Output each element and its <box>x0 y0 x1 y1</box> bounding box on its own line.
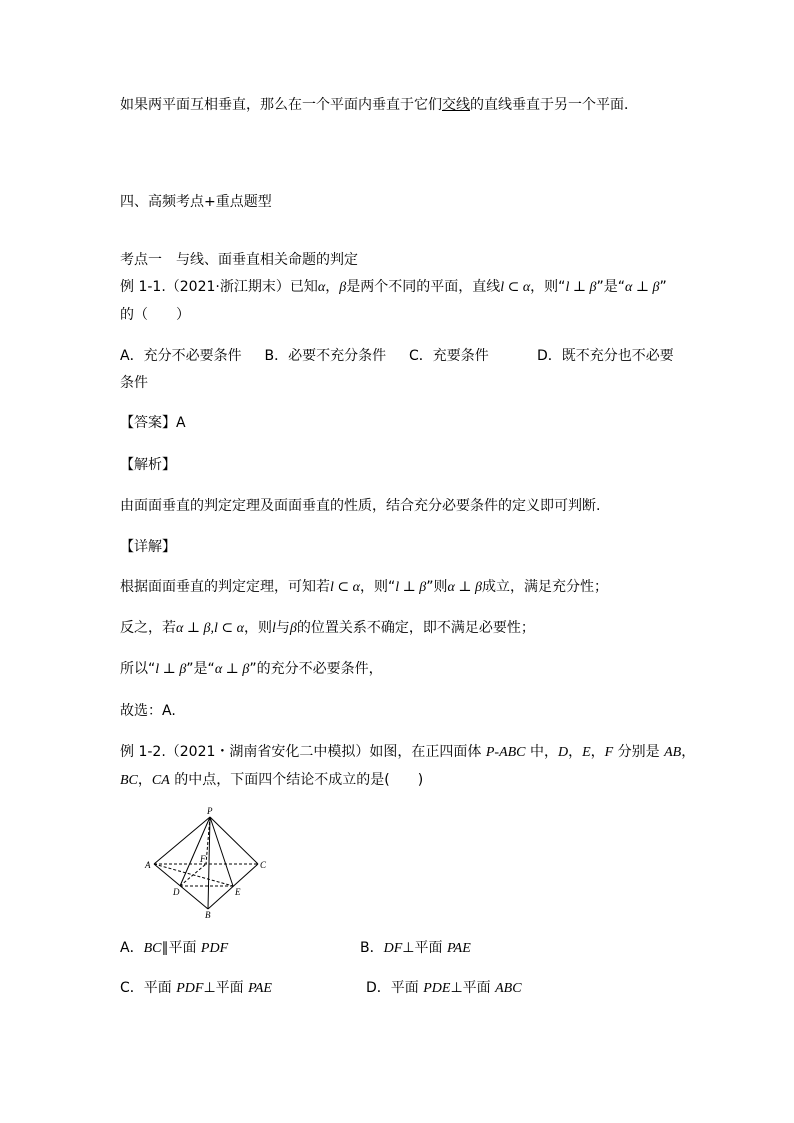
ex2-question-line2: BC，CA 的中点，下面四个结论不成立的是( ) <box>120 772 424 788</box>
label-C: C <box>260 860 267 870</box>
label-P: P <box>207 806 213 816</box>
ex1-analysis-head: 【解析】 <box>120 457 176 473</box>
theorem-underlined: 交线 <box>442 97 470 113</box>
ex1-analysis: 由面面垂直的判定定理及面面垂直的性质，结合充分必要条件的定义即可判断. <box>120 498 601 514</box>
theorem-post: 的直线垂直于另一个平面． <box>470 97 638 113</box>
ex2-option-b: B．DF⊥平面 PAE <box>360 940 471 956</box>
label-F: F <box>200 854 206 864</box>
ex1-option-c: C．充要条件 <box>409 348 489 364</box>
ex1-options-row <box>120 346 489 366</box>
edge-PC <box>210 817 258 864</box>
ex1-detail-line1: 根据面面垂直的判定定理，可知若l ⊂ α，则“l ⊥ β”则α ⊥ β成立，满足充分性； <box>120 579 609 595</box>
ex1-answer: 【答案】A <box>120 415 186 431</box>
ex2-option-c: C．平面 PDF⊥平面 PAE <box>120 980 272 996</box>
ex1-detail-line4: 故选：A. <box>120 703 176 719</box>
section-title: 四、高频考点+重点题型 <box>120 194 272 210</box>
ex2-option-a: A．BC∥平面 PDF <box>120 940 229 956</box>
ex1-option-a: A．充分不必要条件 <box>120 348 242 364</box>
edge-PB <box>208 817 210 909</box>
ex1-question-line1: 例 1-1.（2021·浙江期末）已知α，β是两个不同的平面，直线l ⊂ α，则“l ⊥ β”是“α ⊥ β” <box>120 279 667 295</box>
label-D: D <box>173 887 180 897</box>
segment-DF-hidden <box>180 864 206 886</box>
topic-title: 考点一 与线、面垂直相关命题的判定 <box>120 252 358 268</box>
ex1-option-b: B．必要不充分条件 <box>264 348 387 364</box>
label-B: B <box>205 910 211 920</box>
ex2-option-d: D．平面 PDE⊥平面 ABC <box>366 980 522 996</box>
theorem-text <box>120 95 638 115</box>
ex1-detail-line2: 反之，若α ⊥ β,l ⊂ α，则l与β的位置关系不确定，即不满足必要性； <box>120 620 535 636</box>
ex1-detail-line3: 所以“l ⊥ β”是“α ⊥ β”的充分不必要条件， <box>120 661 383 677</box>
ex1-option-d: D．既不充分也不必要 <box>537 348 674 364</box>
theorem-pre: 如果两平面互相垂直，那么在一个平面内垂直于它们 <box>120 97 442 113</box>
tetrahedron-figure <box>140 805 280 920</box>
ex2-question-line1: 例 1-2.（2021・湖南省安化二中模拟）如图，在正四面体 P-ABC 中，D，E，F 分别是 AB， <box>120 744 696 760</box>
ex1-option-d-cont: 条件 <box>120 375 148 391</box>
ex1-question-line2: 的（ ） <box>120 307 190 323</box>
label-E: E <box>235 887 241 897</box>
segment-PE <box>210 817 233 886</box>
ex1-detail-head: 【详解】 <box>120 539 176 555</box>
label-A: A <box>145 860 151 870</box>
